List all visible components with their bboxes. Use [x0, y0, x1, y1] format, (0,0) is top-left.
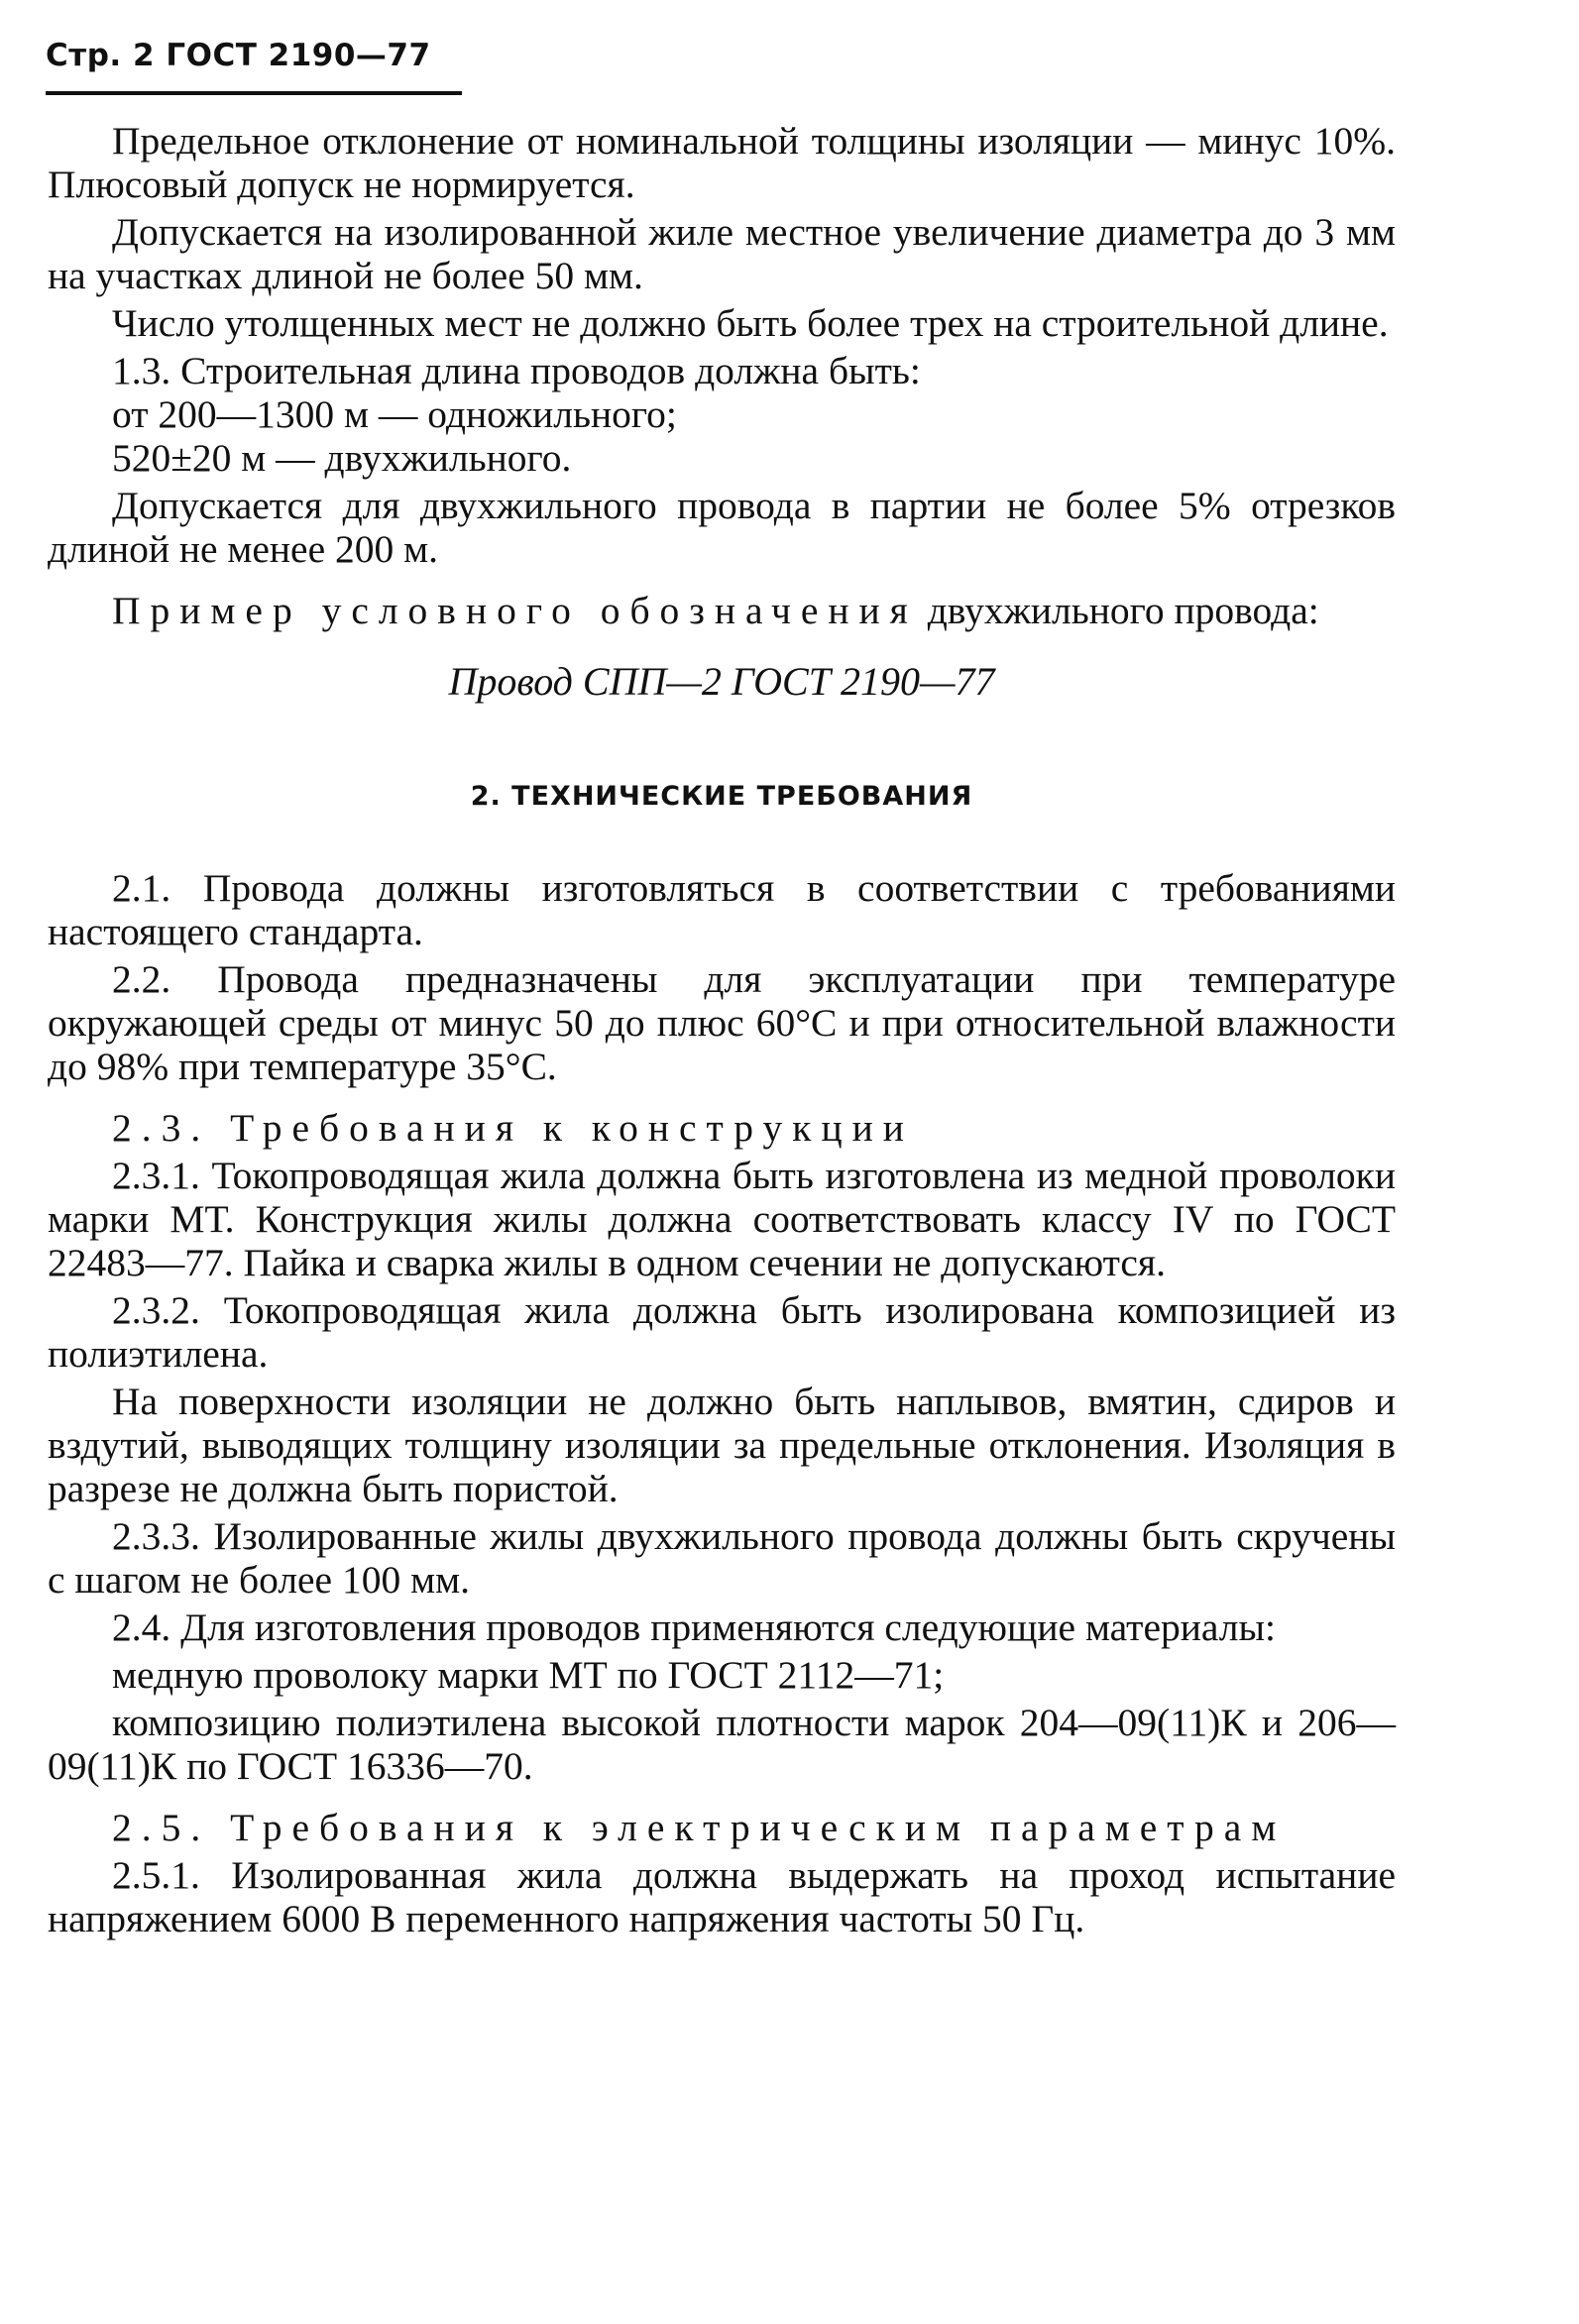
document-body — [48, 119, 1396, 1940]
section-2-title: 2. ТЕХНИЧЕСКИЕ ТРЕБОВАНИЯ — [470, 781, 973, 812]
paragraph-1-3: 1.3. Строительная длина проводов должна быть: — [112, 349, 921, 392]
paragraph-thickened-places: Число утолщенных мест не должно быть более трех на строительной длине. — [112, 301, 1389, 345]
paragraph-2-3-3: 2.3.3. Изолированные жилы двухжильного провода должны быть скручены с шагом не более 100 мм. — [48, 1514, 1396, 1602]
paragraph-single-core-length: от 200—1300 м — одножильного; — [112, 392, 677, 436]
paragraph-surface: На поверхности изоляции не должно быть наплывов, вмятин, сдиров и вздутий, выводящих толщину изоляции за предельные отклонения. Изоляция в разрезе не должна быть пористой. — [48, 1380, 1396, 1510]
paragraph-2-3: 2.3. Требования к конструкции — [112, 1106, 914, 1150]
paragraph-2-5: 2.5. Требования к электрическим параметрам — [112, 1806, 1287, 1849]
paragraph-2-3-1: 2.3.1. Токопроводящая жила должна быть изготовлена из медной проволоки марки МТ. Конструкция жилы должна соответствовать классу IV по ГОСТ 22483—77. Пайка и сварка жилы в одном сечении не допускаются. — [48, 1154, 1396, 1284]
paragraph-example-intro — [48, 589, 1396, 632]
paragraph-2-1: 2.1. Провода должны изготовляться в соответствии с требованиями настоящего стандарта. — [48, 866, 1396, 953]
paragraph-2-2: 2.2. Провода предназначены для эксплуатации при температуре окружающей среды от минус 50 до плюс 60°С и при относительной влажности до 98% при температуре 35°С. — [48, 957, 1396, 1088]
example-rest: двухжильного провода: — [917, 589, 1319, 632]
paragraph-material-polyethylene: композицию полиэтилена высокой плотности марок 204—09(11)К и 206—09(11)К по ГОСТ 16336—70. — [48, 1701, 1396, 1788]
paragraph-twin-core-length: 520±20 м — двухжильного. — [112, 436, 572, 480]
example-designation: Провод СПП—2 ГОСТ 2190—77 — [448, 659, 995, 704]
paragraph-diameter-increase: Допускается на изолированной жиле местное увеличение диаметра до 3 мм на участках длиной не более 50 мм. — [48, 210, 1396, 297]
example-lead: Пример условного обозначения — [112, 589, 918, 632]
header-rule — [46, 91, 462, 95]
paragraph-2-3-2: 2.3.2. Токопроводящая жила должна быть изолирована композицией из полиэтилена. — [48, 1288, 1396, 1376]
paragraph-2-5-1: 2.5.1. Изолированная жила должна выдержать на проход испытание напряжением 6000 В переменного напряжения частоты 50 Гц. — [48, 1853, 1396, 1940]
paragraph-cut-lengths: Допускается для двухжильного провода в партии не более 5% отрезков длиной не менее 200 м. — [48, 484, 1396, 571]
paragraph-2-4: 2.4. Для изготовления проводов применяются следующие материалы: — [112, 1605, 1276, 1649]
page-header: Стр. 2 ГОСТ 2190—77 — [46, 38, 431, 73]
paragraph-tolerance: Предельное отклонение от номинальной толщины изоляции — минус 10%. Плюсовый допуск не нормируется. — [48, 119, 1396, 206]
paragraph-material-copper: медную проволоку марки МТ по ГОСТ 2112—71; — [112, 1653, 945, 1697]
